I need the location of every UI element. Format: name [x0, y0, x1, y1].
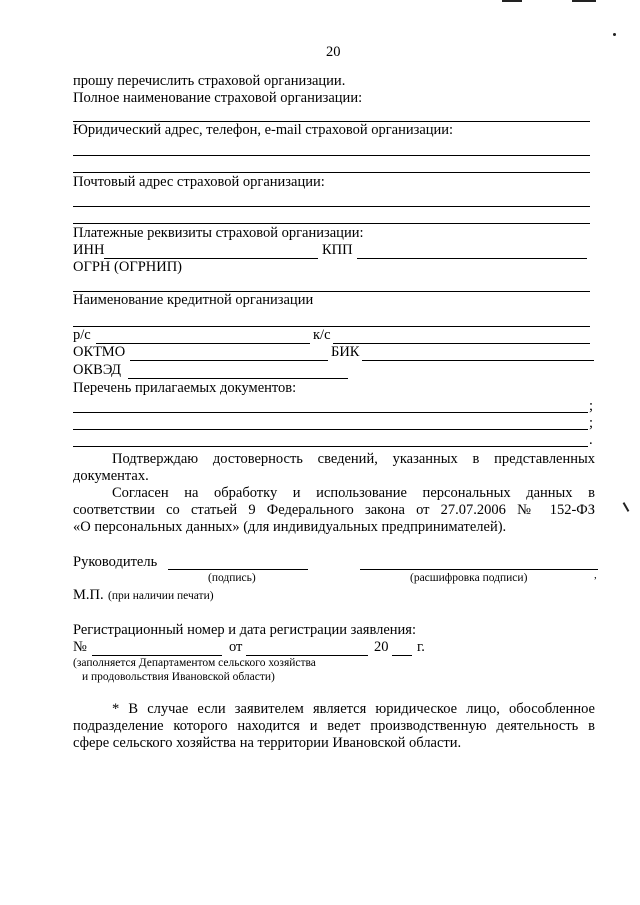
fill-line — [73, 326, 590, 327]
rs-label: р/с — [73, 327, 91, 343]
mp-note: (при наличии печати) — [108, 590, 214, 602]
text-line: прошу перечислить страховой организации. — [73, 73, 346, 89]
scan-mark — [502, 0, 522, 2]
number-sign: № — [73, 639, 87, 655]
text-line: Полное наименование страховой организации: — [73, 90, 363, 106]
text-line: Почтовый адрес страховой организации: — [73, 174, 325, 190]
docs-label: Перечень прилагаемых документов: — [73, 380, 297, 396]
text-line: Юридический адрес, телефон, e-mail страховой организации: — [73, 122, 454, 138]
rs-field — [96, 343, 310, 344]
period: . — [589, 432, 593, 448]
scan-mark — [623, 502, 630, 512]
confirm-line: Подтверждаю достоверность сведений, указанных в представленных — [112, 451, 595, 467]
signature-field — [168, 569, 308, 570]
sign-caption: (подпись) — [208, 572, 256, 584]
decode-field — [360, 569, 598, 570]
reg-label: Регистрационный номер и дата регистрации заявления: — [73, 622, 416, 638]
year-suffix: г. — [417, 639, 425, 655]
text-line: Платежные реквизиты страховой организации: — [73, 225, 364, 241]
agree-line: «О персональных данных» (для индивидуальных предпринимателей). — [73, 519, 507, 535]
from-label: от — [229, 639, 243, 655]
decode-caption: (расшифровка подписи) — [410, 572, 528, 584]
footnote-line: * В случае если заявителем является юридическое лицо, обособленное — [112, 701, 595, 717]
ks-field — [333, 343, 590, 344]
fill-line — [73, 223, 590, 224]
bik-field — [362, 360, 594, 361]
oktmo-label: ОКТМО — [73, 344, 126, 360]
fill-note: и продовольствия Ивановской области) — [82, 671, 275, 683]
semicolon: ; — [589, 398, 594, 414]
comma-mark: , — [594, 569, 597, 581]
page-number: 20 — [326, 44, 341, 60]
okved-label: ОКВЭД — [73, 362, 122, 378]
footnote-line: подразделение которого находится и ведет производственную деятельность в — [73, 718, 595, 734]
oktmo-field — [130, 360, 328, 361]
reg-date-field — [246, 655, 368, 656]
ks-label: к/с — [313, 327, 331, 343]
kpp-field — [357, 258, 587, 259]
confirm-line: документах. — [73, 468, 149, 484]
reg-number-field — [92, 655, 222, 656]
agree-line: соответствии со статьей 9 Федерального закона от 27.07.2006 № 152-ФЗ — [73, 502, 595, 518]
semicolon: ; — [589, 415, 594, 431]
year-label: 20 — [374, 639, 389, 655]
kpp-label: КПП — [322, 242, 353, 258]
footnote-line: сфере сельского хозяйства на территории Ивановской области. — [73, 735, 462, 751]
fill-line — [73, 206, 590, 207]
bik-label: БИК — [331, 344, 360, 360]
fill-line — [73, 172, 590, 173]
fill-line — [73, 446, 588, 447]
scan-mark — [572, 0, 596, 2]
mp-label: М.П. — [73, 587, 104, 603]
bank-label: Наименование кредитной организации — [73, 292, 314, 308]
fill-line — [73, 429, 588, 430]
fill-line — [73, 155, 590, 156]
inn-label: ИНН — [73, 242, 105, 258]
head-label: Руководитель — [73, 554, 158, 570]
scan-mark — [613, 33, 616, 36]
fill-line — [73, 412, 588, 413]
year-field — [392, 655, 412, 656]
ogrn-label: ОГРН (ОГРНИП) — [73, 259, 183, 275]
okved-field — [128, 378, 348, 379]
fill-note: (заполняется Департаментом сельского хозяйства — [73, 657, 316, 669]
agree-line: Согласен на обработку и использование персональных данных в — [112, 485, 595, 501]
